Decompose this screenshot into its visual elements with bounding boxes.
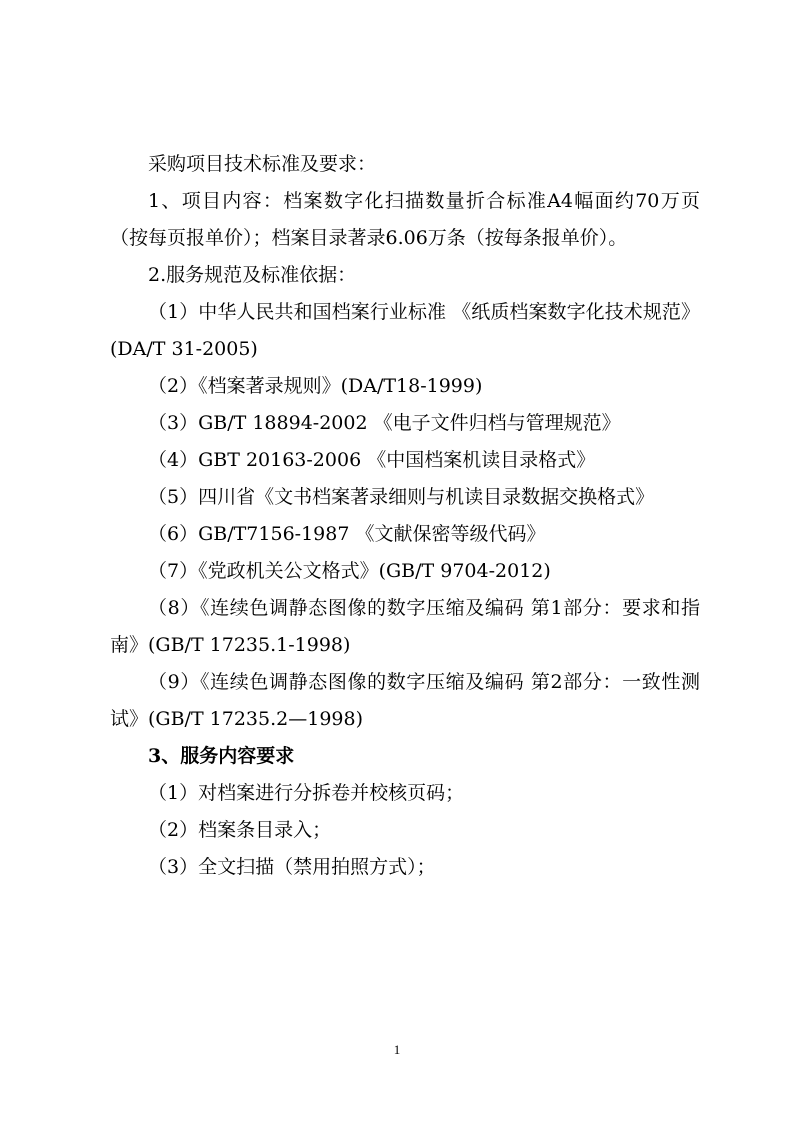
document-body <box>110 146 700 886</box>
standard-item-3: （3）GB/T 18894-2002 《电子文件归档与管理规范》 <box>148 412 621 434</box>
standard-item-5: （5）四川省《文书档案著录细则与机读目录数据交换格式》 <box>148 486 655 508</box>
page-number: 1 <box>393 1042 401 1057</box>
section-intro: 采购项目技术标准及要求： <box>148 153 377 175</box>
item-project-content: 1、项目内容：档案数字化扫描数量折合标准A4幅面约70万页（按每页报单价）；档案目录著录6.06万条（按每条报单价）。 <box>110 190 700 249</box>
standard-item-8: （8）《连续色调静态图像的数字压缩及编码 第1部分：要求和指南》(GB/T 17235.1-1998) <box>110 597 700 656</box>
standard-item-4: （4）GBT 20163-2006 《中国档案机读目录格式》 <box>148 449 596 471</box>
standard-item-6: （6）GB/T7156-1987 《文献保密等级代码》 <box>148 523 546 545</box>
section-service-standards: 2.服务规范及标准依据： <box>148 264 357 286</box>
standard-item-7: （7）《党政机关公文格式》(GB/T 9704-2012) <box>148 560 551 582</box>
standard-item-1: （1）中华人民共和国档案行业标准 《纸质档案数字化技术规范》(DA/T 31-2005) <box>110 301 700 360</box>
requirement-item-2: （2）档案条目录入； <box>148 819 332 841</box>
requirement-item-1: （1）对档案进行分拆卷并校核页码； <box>148 782 465 804</box>
section-service-requirements: 3、服务内容要求 <box>148 745 295 767</box>
standard-item-9: （9）《连续色调静态图像的数字压缩及编码 第2部分：一致性测试》(GB/T 17235.2—1998) <box>110 671 700 730</box>
requirement-item-3: （3）全文扫描（禁用拍照方式）； <box>148 856 436 878</box>
standard-item-2: （2）《档案著录规则》(DA/T18-1999) <box>148 375 483 397</box>
